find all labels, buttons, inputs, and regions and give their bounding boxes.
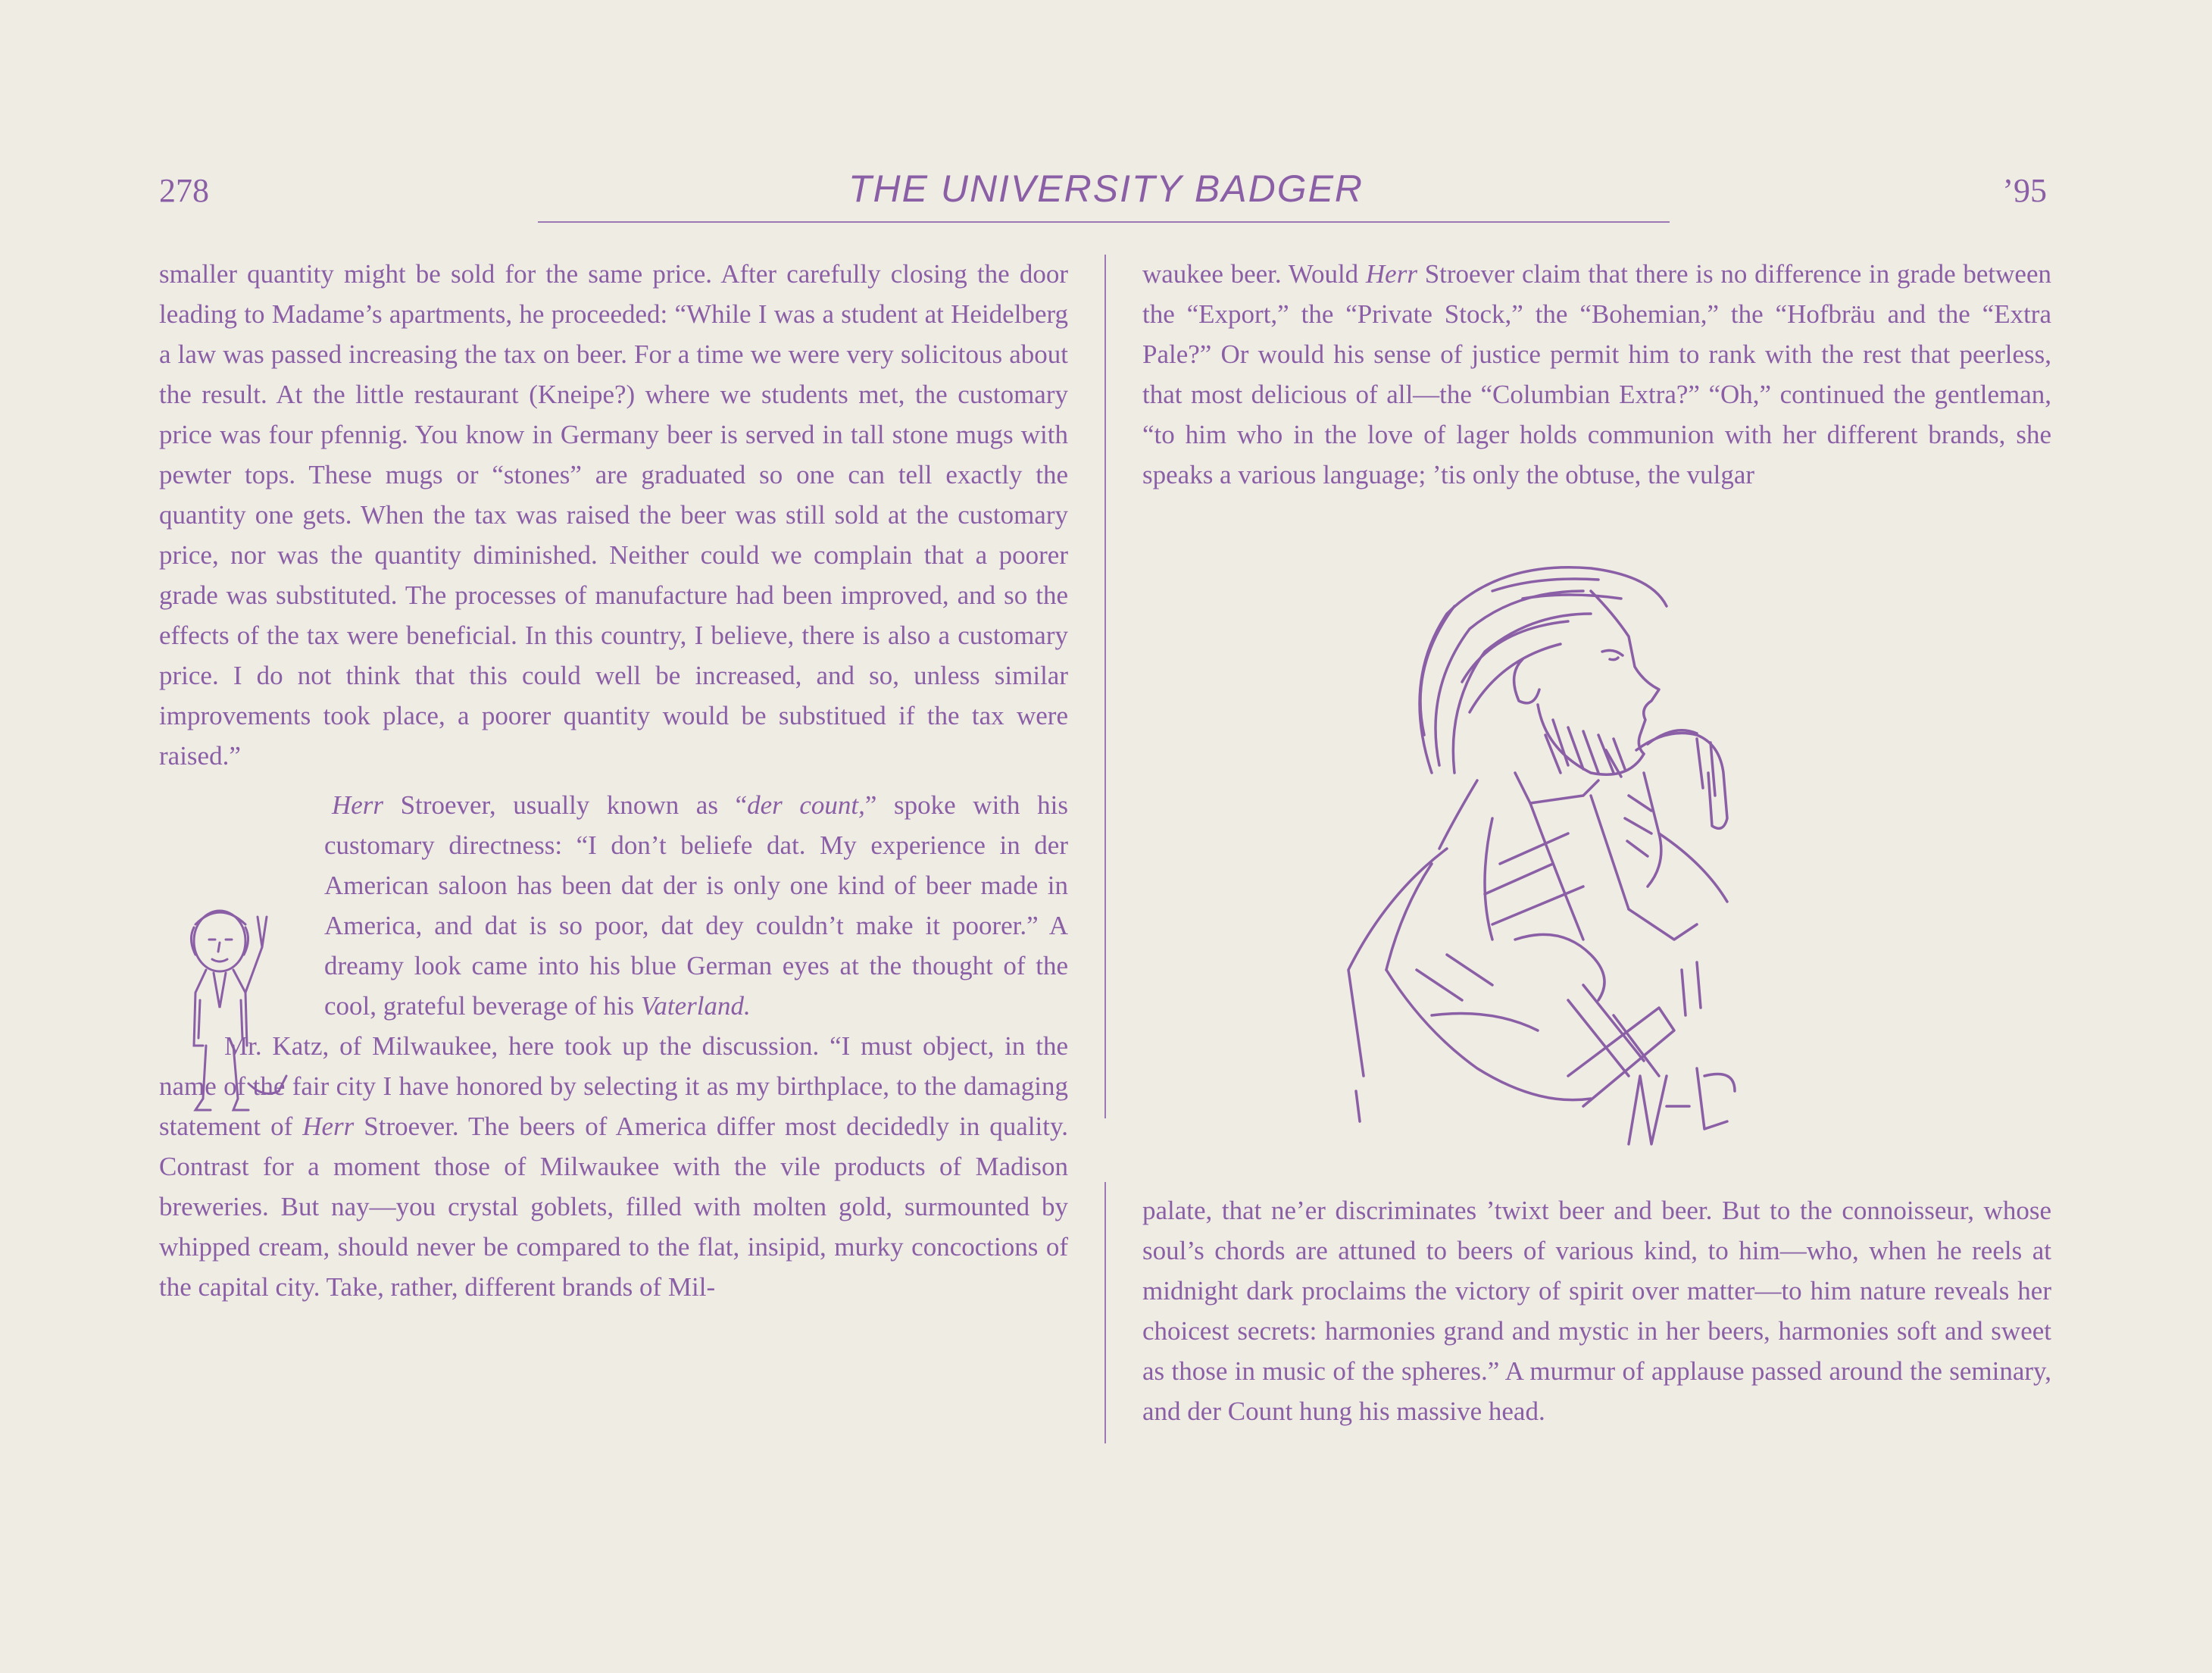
paragraph-milwaukee-text-b: Stroever claim that there is no difference in grade between the “Export,” the “Private Stock,” the “Bohemian,” the “Hofbräu and the “Extra Pale?” Or would his sense of justice permit him to rank with the rest that peerless, that most delicious of all—the “Columbian Extra?” “Oh,” continued the gentleman, “to him who in the love of lager holds communion with her different brands, she speaks a various language; ’tis only the obtuse, the vulgar (1142, 259, 2051, 489)
herr-italic: Herr (332, 790, 384, 820)
paragraph-stroever-text-a: Stroever, usually known as “ (383, 790, 748, 820)
herr-italic-2: Herr (302, 1112, 355, 1141)
der-count-italic: der count, (747, 790, 865, 820)
paragraph-milwaukee (1142, 254, 2051, 495)
paragraph-stroever-text-b: ” spoke with his customary directness: “I don’t beliefe dat. My experience in der American saloon has been dat der is only one kind of beer made in America, and dat is so poor, dat dey couldn’t make it poorer.” A dreamy look came into his blue German eyes at the thought of the cool, grateful beverage of his (324, 790, 1068, 1021)
column-rule (1104, 255, 1106, 1118)
running-title: THE UNIVERSITY BADGER (848, 167, 1364, 210)
paragraph-connoisseur: palate, that ne’er discriminates ’twixt beer and beer. But to the connoisseur, whose soul’s chords are attuned to beers of various kind, to him—who, when he reels at midnight dark proclaims the victory of spirit over matter—to him nature reveals her choicest secrets: harmonies grand and mystic in her beers, harmonies soft and sweet as those in music of the spheres.” A murmur of applause passed around the seminary, and der Count hung his massive head. (1142, 1196, 2051, 1426)
paragraph-katz-text-b: Stroever. The beers of America differ most decidedly in quality. Contrast for a moment those of Milwaukee with the vile products of Madison breweries. But nay—you crystal goblets, filled with molten gold, surmounted by whipped cream, should never be compared to the flat, insipid, murky concoctions of the capital city. Take, rather, different brands of Mil- (159, 1112, 1068, 1302)
caricature-figure-icon (173, 894, 301, 1129)
bearded-man-pipe-portrait-icon (1341, 546, 1841, 1182)
header-rule (538, 221, 1670, 223)
paragraph-milwaukee-text-a: waukee beer. Would (1142, 259, 1366, 289)
year-mark: ’95 (2002, 172, 2047, 209)
herr-italic-3: Herr (1365, 259, 1417, 289)
right-column-bottom (1142, 1190, 2051, 1431)
left-column (159, 254, 1068, 1307)
paragraph-katz-text-a: Mr. Katz, of Milwaukee, here took up the discussion. “I must object, in the name of the fair city I have honored by selecting it as my birthplace, to the damaging statement of (159, 1031, 1068, 1141)
column-rule-lower (1104, 1182, 1106, 1443)
right-column-top (1142, 254, 2051, 495)
running-header (0, 167, 2212, 224)
paragraph-heidelberg: smaller quantity might be sold for the same price. After carefully closing the door leading to Madame’s apartments, he proceeded: “While I was a student at Heidelberg a law was passed increasing the tax on beer. For a time we were very solicitous about the result. At the little restaurant (Kneipe?) where we students met, the customary price was four pfennig. You know in Germany beer is served in tall stone mugs with pewter tops. These mugs or “stones” are graduated so one can tell exactly the quantity one gets. When the tax was raised the beer was still sold at the customary price, nor was the quantity diminished. Neither could we complain that a poorer grade was substituted. The processes of manufacture had been improved, and so the effects of the tax were beneficial. In this country, I believe, there is also a customary price. I do not think that this could well be increased, and so, unless similar improvements took place, a poorer quantity would be substitued if the tax were raised.” (159, 259, 1068, 771)
vaterland-italic: Vaterland. (640, 991, 751, 1021)
page-number: 278 (159, 172, 209, 209)
